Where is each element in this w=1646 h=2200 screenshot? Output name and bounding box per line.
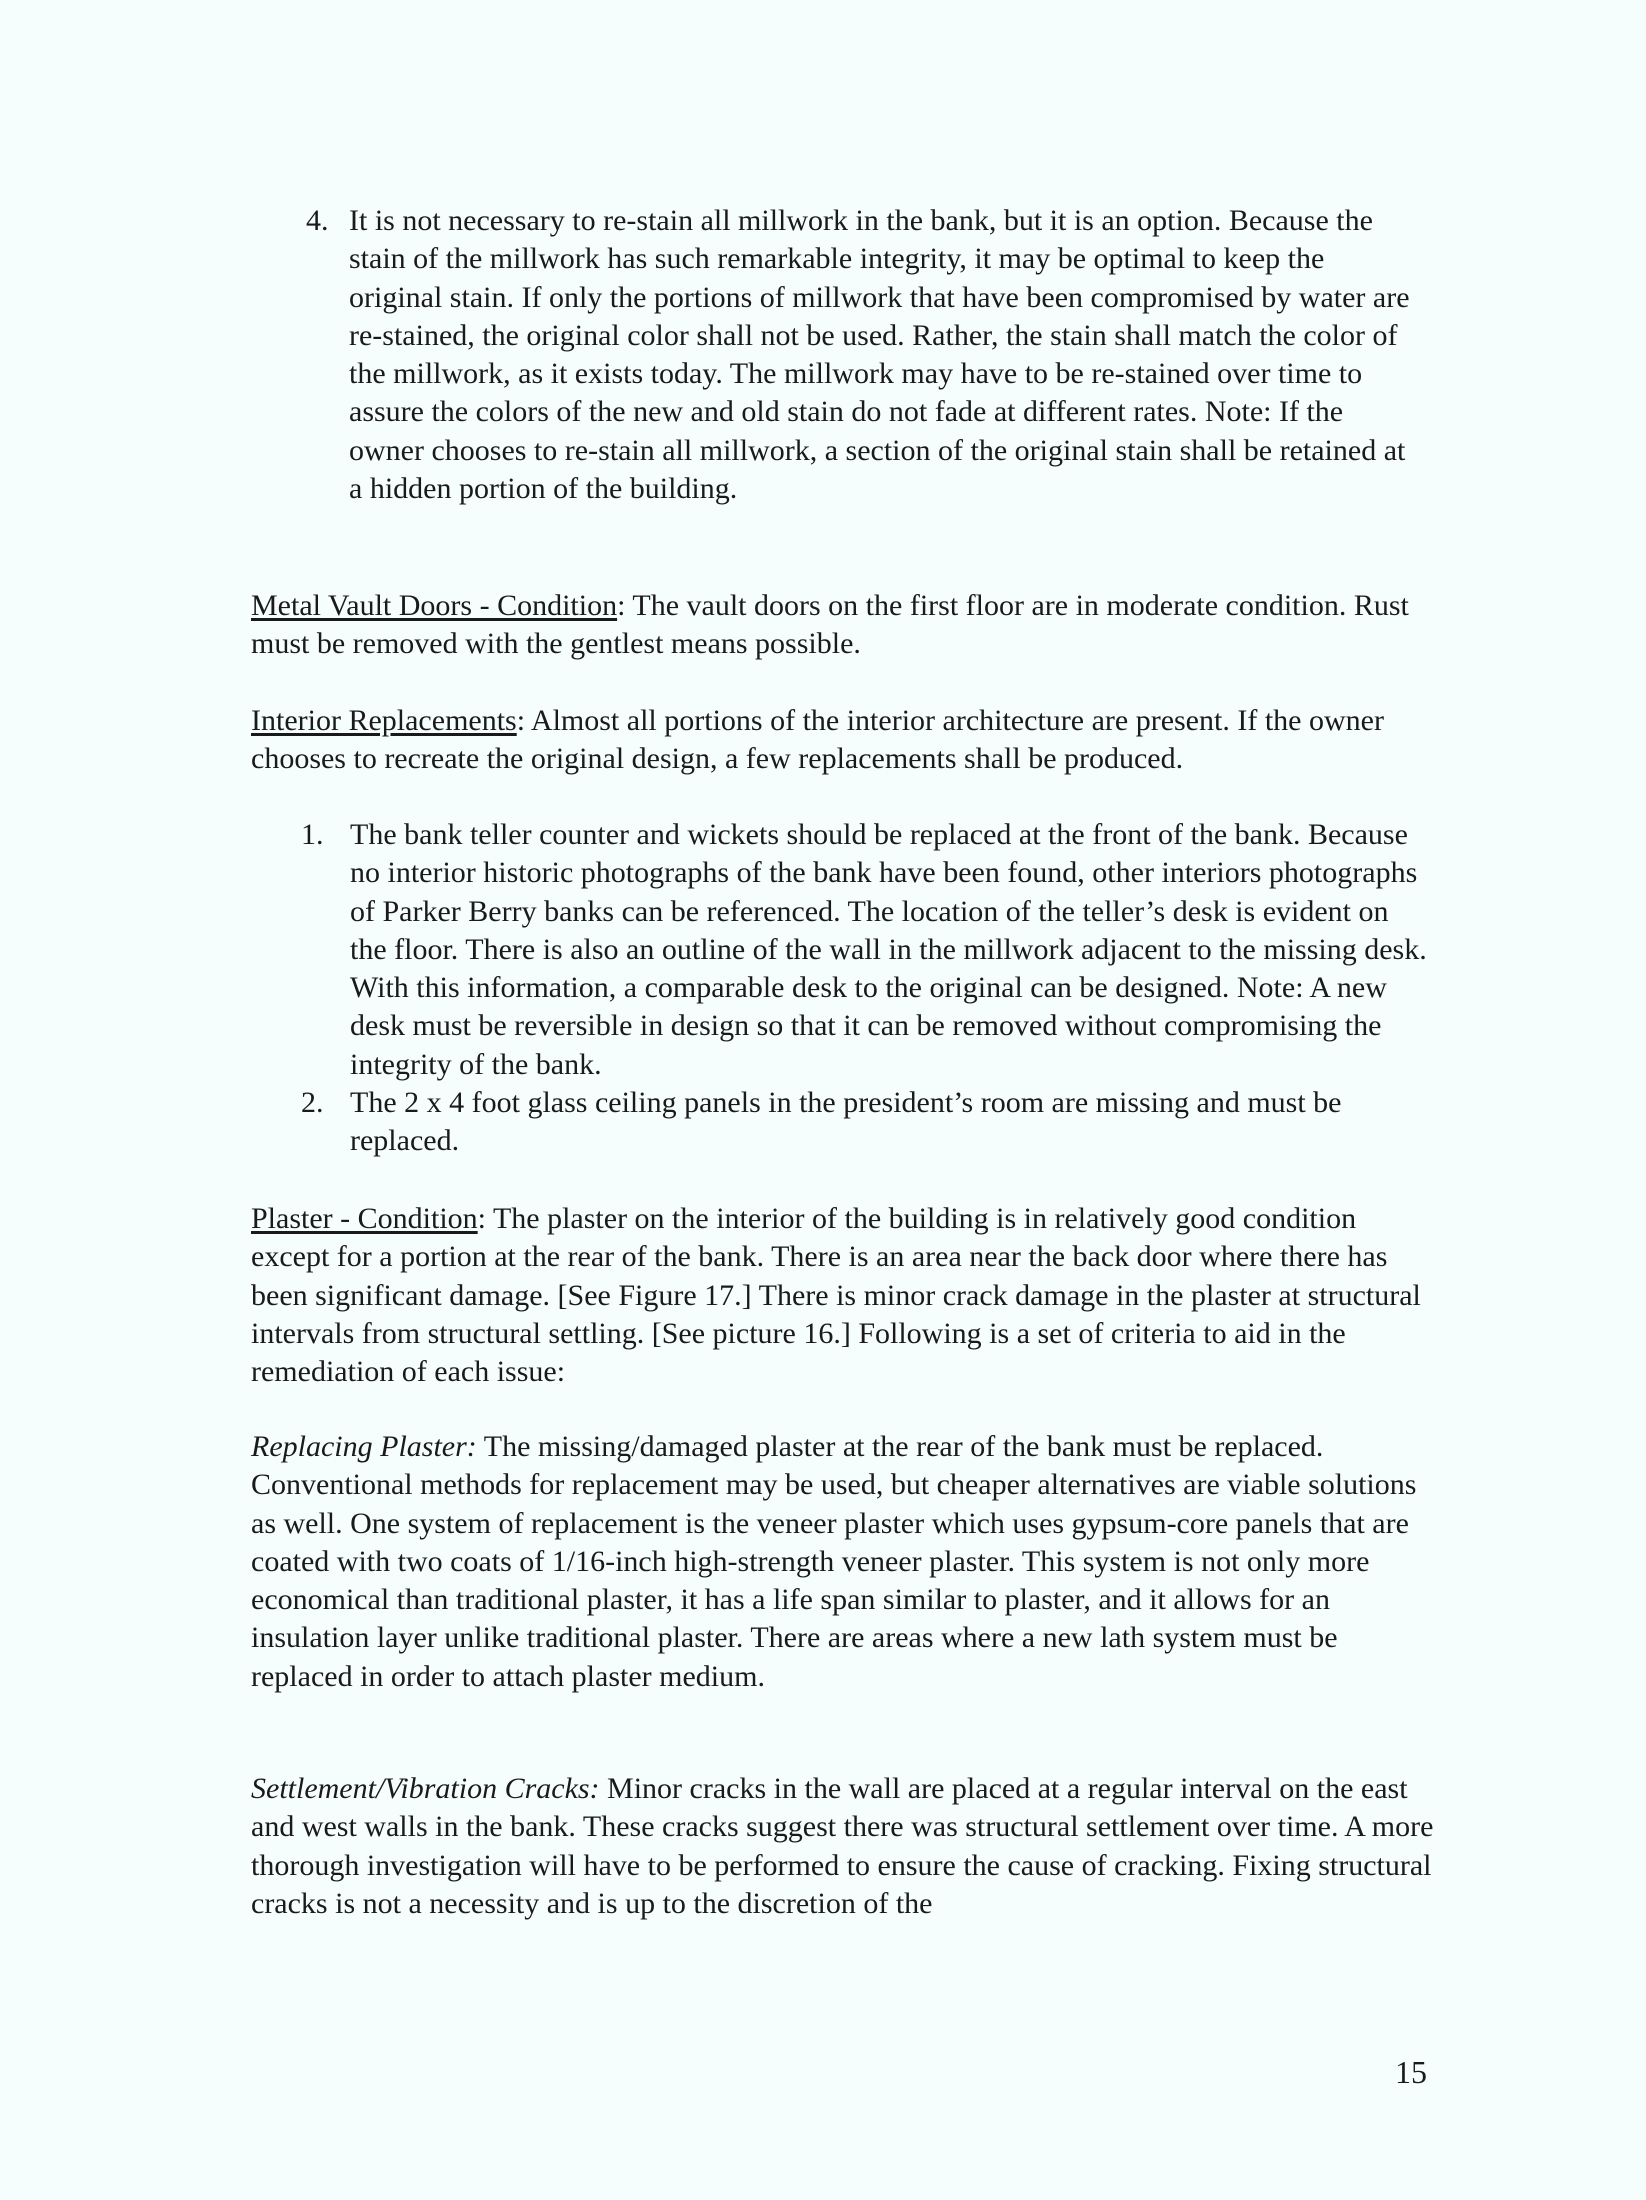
replacing-paragraph bbox=[251, 1428, 1436, 1696]
page-number: 15 bbox=[1395, 2054, 1427, 2090]
vault-text: : The vault doors on the first floor are in moderate condition. Rust must be removed with the gentlest means possible. bbox=[251, 589, 1409, 661]
item-4-number: 4. bbox=[306, 204, 329, 237]
settlement-heading: Settlement/Vibration Cracks: bbox=[251, 1772, 600, 1805]
interior-item-2-text: The 2 x 4 foot glass ceiling panels in the president’s room are missing and must be replaced. bbox=[350, 1086, 1342, 1158]
interior-text: : Almost all portions of the interior architecture are present. If the owner chooses to recreate the original design, a few replacements shall be produced. bbox=[251, 704, 1384, 776]
settlement-text: Minor cracks in the wall are placed at a regular interval on the east and west walls in the bank. These cracks suggest there was structural settlement over time. A more thorough investigation will have to be performed to ensure the cause of cracking. Fixing structural cracks is not a necessity and is up to the discretion of the bbox=[251, 1772, 1434, 1920]
vault-heading: Metal Vault Doors - Condition bbox=[251, 589, 618, 622]
interior-item-1-number: 1. bbox=[301, 818, 324, 851]
interior-item-2-number: 2. bbox=[301, 1086, 324, 1119]
vault-paragraph bbox=[251, 587, 1436, 664]
replacing-text: The missing/damaged plaster at the rear of the bank must be replaced. Conventional methods for replacement may be used, but cheaper alternatives are viable solutions as well. One system of replacement is the veneer plaster which uses gypsum-core panels that are coated with two coats of 1/16-inch high-strength veneer plaster. This system is not only more economical than traditional plaster, it has a life span similar to plaster, and it allows for an insulation layer unlike traditional plaster. There are areas where a new lath system must be replaced in order to attach plaster medium. bbox=[251, 1430, 1417, 1693]
interior-paragraph bbox=[251, 702, 1436, 779]
plaster-paragraph bbox=[251, 1200, 1436, 1391]
interior-heading: Interior Replacements bbox=[251, 704, 517, 737]
item-4-text: It is not necessary to re-stain all millwork in the bank, but it is an option. Because the stain of the millwork has such remarkable integrity, it may be optimal to keep the original stain. If only the portions of millwork that have been compromised by water are re-stained, the original color shall not be used. Rather, the stain shall match the color of the millwork, as it exists today. The millwork may have to be re-stained over time to assure the colors of the new and old stain do not fade at different rates. Note: If the owner chooses to re-stain all millwork, a section of the original stain shall be retained at a hidden portion of the building. bbox=[349, 204, 1410, 506]
plaster-text: : The plaster on the interior of the building is in relatively good condition except for a portion at the rear of the bank. There is an area near the back door where there has been significant damage. [See Figure 17.] There is minor crack damage in the plaster at structural intervals from structural settling. [See picture 16.] Following is a set of criteria to aid in the remediation of each issue: bbox=[251, 1202, 1421, 1389]
plaster-heading: Plaster - Condition bbox=[251, 1202, 478, 1235]
settlement-paragraph bbox=[251, 1770, 1436, 1923]
replacing-heading: Replacing Plaster: bbox=[251, 1430, 477, 1463]
interior-item-1-text: The bank teller counter and wickets should be replaced at the front of the bank. Because no interior historic photographs of the bank have been found, other interiors photographs of Parker Berry banks can be referenced. The location of the teller’s desk is evident on the floor. There is also an outline of the wall in the millwork adjacent to the missing desk. With this information, a comparable desk to the original can be designed. Note: A new desk must be reversible in design so that it can be removed without compromising the integrity of the bank. bbox=[350, 818, 1427, 1081]
